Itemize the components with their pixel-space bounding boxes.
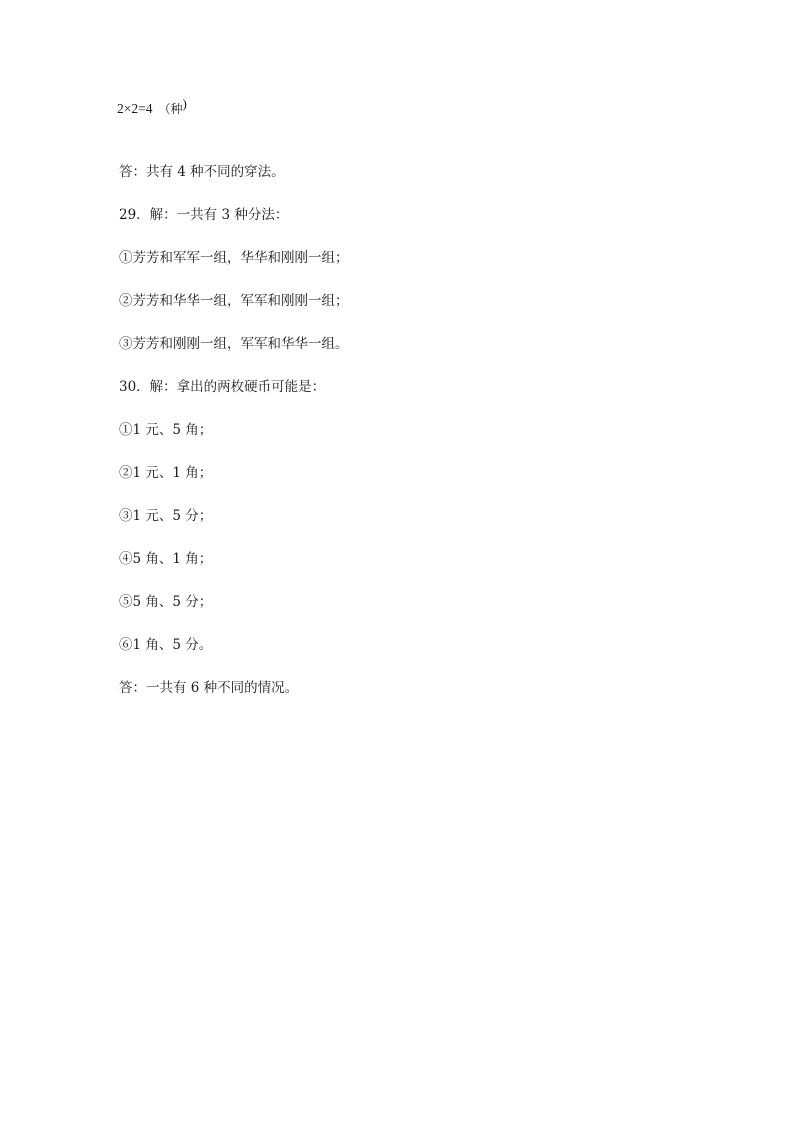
q30-option-2: ②1 元、1 角； <box>119 465 213 481</box>
q29-option-2: ②芳芳和华华一组，军军和刚刚一组； <box>119 293 349 309</box>
question-29-heading: 29．解：一共有 3 种分法： <box>119 207 289 223</box>
formula-paren-close: ) <box>182 96 187 111</box>
q30-option-6: ⑥1 角、5 分。 <box>119 637 213 653</box>
answer-line-q30: 答：一共有 6 种不同的情况。 <box>119 680 299 696</box>
q30-option-3: ③1 元、5 分； <box>119 508 213 524</box>
q29-option-1: ①芳芳和军军一组，华华和刚刚一组； <box>119 250 349 266</box>
question-30-heading: 30．解：拿出的两枚硬币可能是： <box>119 379 326 395</box>
formula-line <box>117 96 187 118</box>
q30-option-1: ①1 元、5 角； <box>119 422 213 438</box>
answer-line-q28: 答：共有 4 种不同的穿法。 <box>119 164 285 180</box>
formula-unit: （种 <box>158 102 183 116</box>
q29-option-3: ③芳芳和刚刚一组，军军和华华一组。 <box>119 336 349 352</box>
q30-option-5: ⑤5 角、5 分； <box>119 594 213 610</box>
formula-expression: 2×2=4 <box>117 101 153 116</box>
q30-option-4: ④5 角、1 角； <box>119 551 213 567</box>
